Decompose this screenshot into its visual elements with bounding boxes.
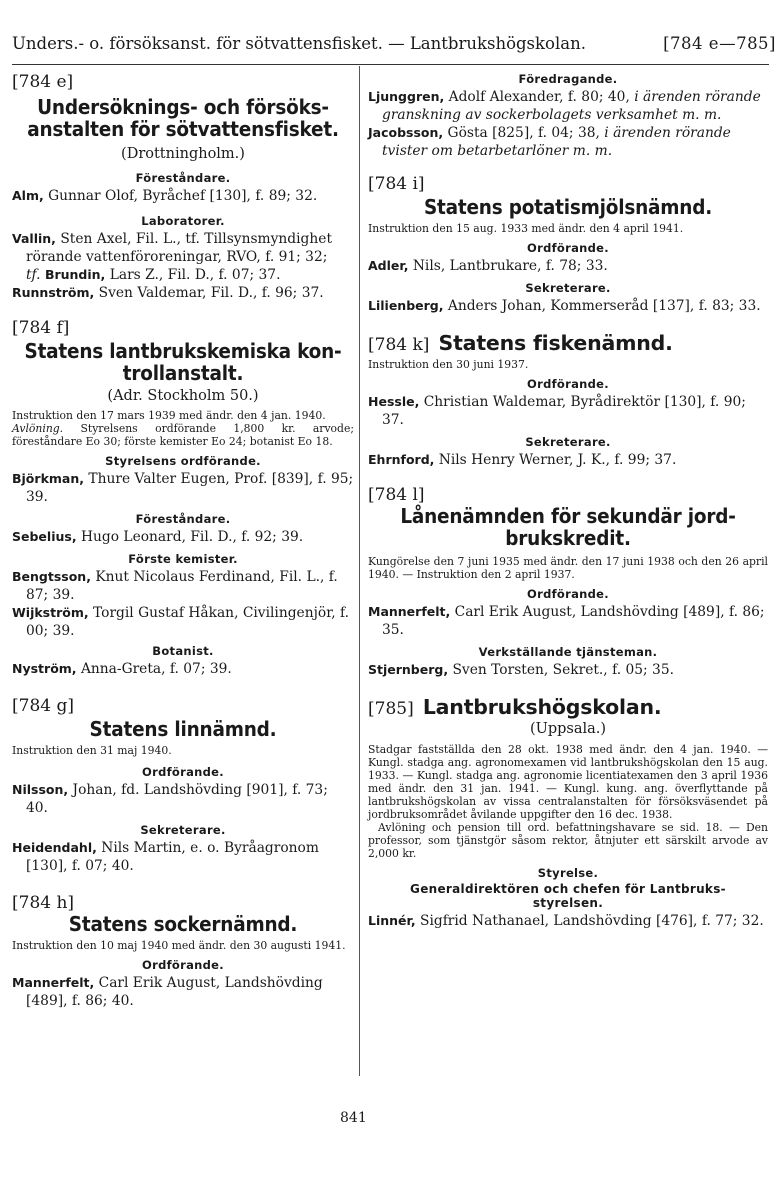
person-entry: Linnér, Sigfrid Nathanael, Landshövding [476], f. 77; 32. [368,913,764,929]
section-number: [784 f] [12,318,70,338]
person-name: Linnér, [368,913,416,928]
person-name: Nyström, [12,661,77,676]
statutes-note: Stadgar fastställda den 28 okt. 1938 med ändr. den 4 jan. 1940. — Kungl. stadga ang. agronomexamen vid lantbrukshögskolan den 15 aug. 1933. — Kungl. stadga ang. agronomie licentiatexamen den 3 april 1936 med ändr. den 31 jan. 1941. — Kungl. kung. ang. överflyttande på lantbrukshögskolan av vissa centralanstalten för försöksväsendet på jordbruksområdet åvilande uppgifter den 16 dec. 1938. [368,743,768,821]
person-entry: Ljunggren, Adolf Alexander, f. 80; 40, i ärenden rörande granskning av sockerbolagets verksamhet m. m. [368,89,761,123]
section-title: Lantbrukshögskolan. [422,695,662,719]
section-number: [784 h] [12,893,75,913]
person-name: Wijkström, [12,605,89,620]
section-title: Statens linnämnd. [89,717,277,741]
section-785 [368,695,768,930]
person-name: Bengtsson, [12,569,91,584]
person-name: Mannerfelt, [368,604,451,619]
person-entry: Hessle, Christian Waldemar, Byrådirektör [130], f. 90; 37. [368,394,746,428]
section-784e [12,72,354,302]
role-heading: Ordförande. [142,765,224,779]
section-784i [368,174,768,315]
person-name: Brundin, [44,267,106,282]
person-name: Lilienberg, [368,298,444,313]
person-name: Ehrnford, [368,452,435,467]
role-heading: Sekreterare. [140,823,226,837]
role-heading: Förste kemister. [128,552,238,566]
section-784l [368,485,768,679]
person-entry: Björkman, Thure Valter Eugen, Prof. [839], f. 95; 39. [12,471,354,505]
section-title: Statens potatismjölsnämnd. [423,195,713,219]
signature-range: [784 e—785] [663,34,776,53]
left-column [12,66,354,1010]
page-number: 841 [340,1110,367,1126]
role-heading: Sekreterare. [525,281,611,295]
section-title: Statens sockernämnd. [68,912,298,936]
section-subtitle: (Uppsala.) [529,721,607,737]
section-number: [785] [368,699,414,719]
person-entry: Heidendahl, Nils Martin, e. o. Byråagronom [130], f. 07; 40. [12,840,319,874]
person-name: Vallin, [12,231,56,246]
section-title: Lånenämnden för sekundär jord- brukskredit. [400,504,736,550]
role-heading: Styrelse. [537,866,599,880]
section-title: Statens fiskenämnd. [438,331,673,355]
person-name: Mannerfelt, [12,975,95,990]
running-title: Unders.- o. försöksanst. för sötvattensfisket. — Lantbrukshögskolan. [12,34,586,53]
section-number: [784 i] [368,174,425,194]
section-number: [784 g] [12,696,74,716]
instruction-note: Instruktion den 30 juni 1937. [368,358,529,371]
person-entry: Mannerfelt, Carl Erik August, Landshövding [489], f. 86; 35. [368,604,765,638]
right-column [368,66,768,930]
person-entry: Nyström, Anna-Greta, f. 07; 39. [12,661,232,677]
section-number: [784 k] [368,335,430,355]
person-entry: Jacobsson, Gösta [825], f. 04; 38, i ärenden rörande tvister om betarbetarlöner m. m. [368,125,731,159]
role-heading: Verkställande tjänsteman. [478,645,658,659]
role-heading: Ordförande. [527,377,609,391]
person-name: Runnström, [12,285,95,300]
instruction-note: Instruktion den 17 mars 1939 med ändr. den 4 jan. 1940. [12,409,326,422]
column-divider [359,66,360,1076]
section-784h-continued [368,72,768,160]
person-entry: Wijkström, Torgil Gustaf Håkan, Civilingenjör, f. 00; 39. [12,605,350,639]
salary-note: Avlöning och pension till ord. befattningshavare se sid. 18. — Den professor, som tjänstgör såsom rektor, åtnjuter ett särskilt arvode av 2,000 kr. [368,821,768,860]
role-heading: Sekreterare. [525,435,611,449]
person-entry: Bengtsson, Knut Nicolaus Ferdinand, Fil. L., f. 87; 39. [12,569,338,603]
salary-note: Avlöning. Styrelsens ordförande 1,800 kr. arvode; föreståndare Eo 30; förste kemister Eo 24; botanist Eo 18. [12,422,354,448]
person-name: Sebelius, [12,529,77,544]
person-entry: tf. Brundin, Lars Z., Fil. D., f. 07; 37. [26,267,281,283]
person-entry: Lilienberg, Anders Johan, Kommerseråd [137], f. 83; 33. [368,298,761,314]
person-name: Björkman, [12,471,84,486]
role-heading: Styrelsens ordförande. [105,454,261,468]
role-heading: Ordförande. [142,958,224,972]
section-number: [784 e] [12,72,74,92]
person-entry: Nilsson, Johan, fd. Landshövding [901], f. 73; 40. [12,782,328,816]
instruction-note: Kungörelse den 7 juni 1935 med ändr. den 17 juni 1938 och den 26 april 1940. — Instruktion den 2 april 1937. [368,555,768,581]
person-entry: Adler, Nils, Lantbrukare, f. 78; 33. [368,258,608,274]
person-entry: Ehrnford, Nils Henry Werner, J. K., f. 99; 37. [368,452,677,468]
person-name: Adler, [368,258,409,273]
role-heading: Ordförande. [527,587,609,601]
person-entry: Stjernberg, Sven Torsten, Sekret., f. 05; 35. [368,662,674,678]
person-entry: Mannerfelt, Carl Erik August, Landshövding [489], f. 86; 40. [12,975,323,1009]
person-name: Stjernberg, [368,662,449,677]
subrole-heading: Generaldirektören och chefen för Lantbruks- styrelsen. [410,882,726,910]
person-name: Hessle, [368,394,420,409]
person-name: Ljunggren, [368,89,445,104]
section-784k [368,331,768,469]
instruction-note: Instruktion den 31 maj 1940. [12,744,172,757]
running-header [12,34,782,60]
header-rule [12,64,769,65]
person-name: Alm, [12,188,44,203]
person-entry: Sebelius, Hugo Leonard, Fil. D., f. 92; 39. [12,529,304,545]
role-heading: Föreståndare. [135,512,231,526]
person-name: Nilsson, [12,782,69,797]
role-heading: Botanist. [152,644,214,658]
role-heading: Föreståndare. [135,171,231,185]
person-entry: Runnström, Sven Valdemar, Fil. D., f. 96; 37. [12,285,324,301]
role-heading: Ordförande. [527,241,609,255]
person-name: Jacobsson, [368,125,444,140]
section-subtitle: (Adr. Stockholm 50.) [107,388,259,404]
section-784g [12,696,354,875]
section-784h [12,893,354,1010]
role-heading: Föredragande. [518,72,618,86]
person-entry: Alm, Gunnar Olof, Byråchef [130], f. 89; 32. [12,188,318,204]
instruction-note: Instruktion den 10 maj 1940 med ändr. den 30 augusti 1941. [12,939,346,952]
section-subtitle: (Drottningholm.) [121,146,245,162]
section-784f [12,318,354,678]
section-title: Undersöknings- och försöks- anstalten för sötvattensfisket. [27,95,339,141]
instruction-note: Instruktion den 15 aug. 1933 med ändr. den 4 april 1941. [368,222,684,235]
person-entry: Vallin, Sten Axel, Fil. L., tf. Tillsynsmyndighet rörande vattenföroreningar, RVO, f. 91; 32; [12,231,332,265]
role-heading: Laboratorer. [141,214,225,228]
section-number: [784 l] [368,485,425,505]
section-title: Statens lantbrukskemiska kon- trollanstalt. [24,339,342,385]
person-name: Heidendahl, [12,840,97,855]
